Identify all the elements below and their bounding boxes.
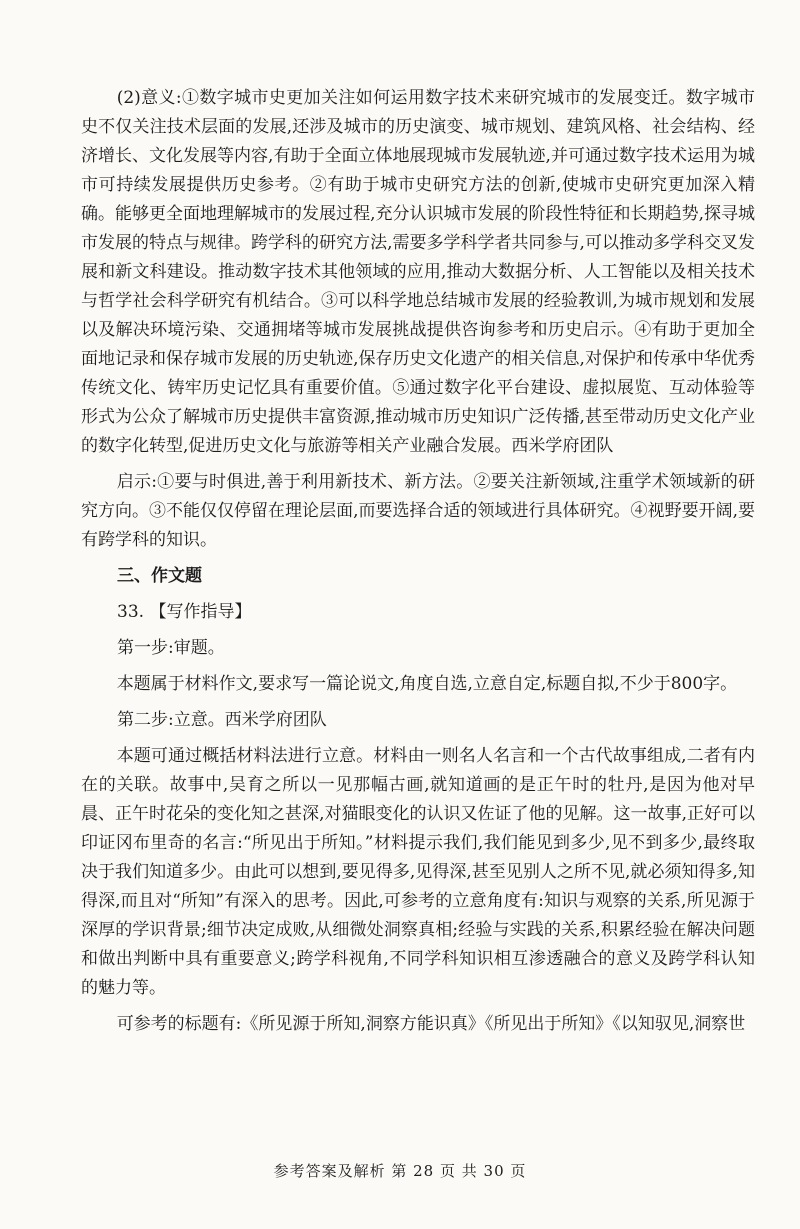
task-paragraph: 本题属于材料作文,要求写一篇论说文,角度自选,立意自定,标题自拟,不少于800字。 [116,674,738,694]
step-one-heading: 第一步:审题。 [117,638,225,658]
titles-paragraph: 可参考的标题有:《所见源于所知,洞察方能识真》《所见出于所知》《以知驭见,洞察世 [116,1014,746,1034]
page-footer: 参考答案及解析 第 28 页 共 30 页 [273,1162,527,1180]
question-label: 33. 【写作指导】 [117,602,252,622]
step-two-heading: 第二步:立意。西米学府团队 [117,710,327,730]
section-heading: 三、作文题 [117,566,202,586]
inspiration-paragraph: 启示:①要与时俱进,善于利用新技术、新方法。②要关注新领域,注重学术领域新的研究方向。③不能仅仅停留在理论层面,而要选择合适的领域进行具体研究。④视野要开阔,要有跨学科的知识。 [81,472,755,550]
analysis-paragraph: 本题可通过概括材料法进行立意。材料由一则名人名言和一个古代故事组成,二者有内在的关联。故事中,吴育之所以一见那幅古画,就知道画的是正午时的牡丹,是因为他对早晨、正午时花朵的变化知之甚深,对猫眼变化的认识又佐证了他的见解。这一故事,正好可以印证冈布里奇的名言:“所见出于所知。”材料提示我们,我们能见到多少,见不到多少,最终取决于我们知道多少。由此可以想到,要见得多,见得深,甚至见别人之所不见,就必须知得多,知得深,而且对“所知”有深入的思考。因此,可参考的立意角度有:知识与观察的关系,所见源于深厚的学识背景;细节决定成败,从细微处洞察真相;经验与实践的关系,积累经验在解决问题和做出判断中具有重要意义;跨学科视角,不同学科知识相互渗透融合的意义及跨学科认知的魅力等。 [81,746,755,998]
answer-body [81,84,755,1039]
significance-paragraph: (2)意义:①数字城市史更加关注如何运用数字技术来研究城市的发展变迁。数字城市史不仅关注技术层面的发展,还涉及城市的历史演变、城市规划、建筑风格、社会结构、经济增长、文化发展等内容,有助于全面立体地展现城市发展轨迹,并可通过数字技术运用为城市可持续发展提供历史参考。②有助于城市史研究方法的创新,使城市史研究更加深入精确。能够更全面地理解城市的发展过程,充分认识城市发展的阶段性特征和长期趋势,探寻城市发展的特点与规律。跨学科的研究方法,需要多学科学者共同参与,可以推动多学科交叉发展和新文科建设。推动数字技术其他领域的应用,推动大数据分析、人工智能以及相关技术与哲学社会科学研究有机结合。③可以科学地总结城市发展的经验教训,为城市规划和发展以及解决环境污染、交通拥堵等城市发展挑战提供咨询参考和历史启示。④有助于更加全面地记录和保存城市发展的历史轨迹,保存历史文化遗产的相关信息,对保护和传承中华优秀传统文化、铸牢历史记忆具有重要价值。⑤通过数字化平台建设、虚拟展览、互动体验等形式为公众了解城市历史提供丰富资源,推动城市历史知识广泛传播,甚至带动历史文化产业的数字化转型,促进历史文化与旅游等相关产业融合发展。西米学府团队 [81,88,755,456]
